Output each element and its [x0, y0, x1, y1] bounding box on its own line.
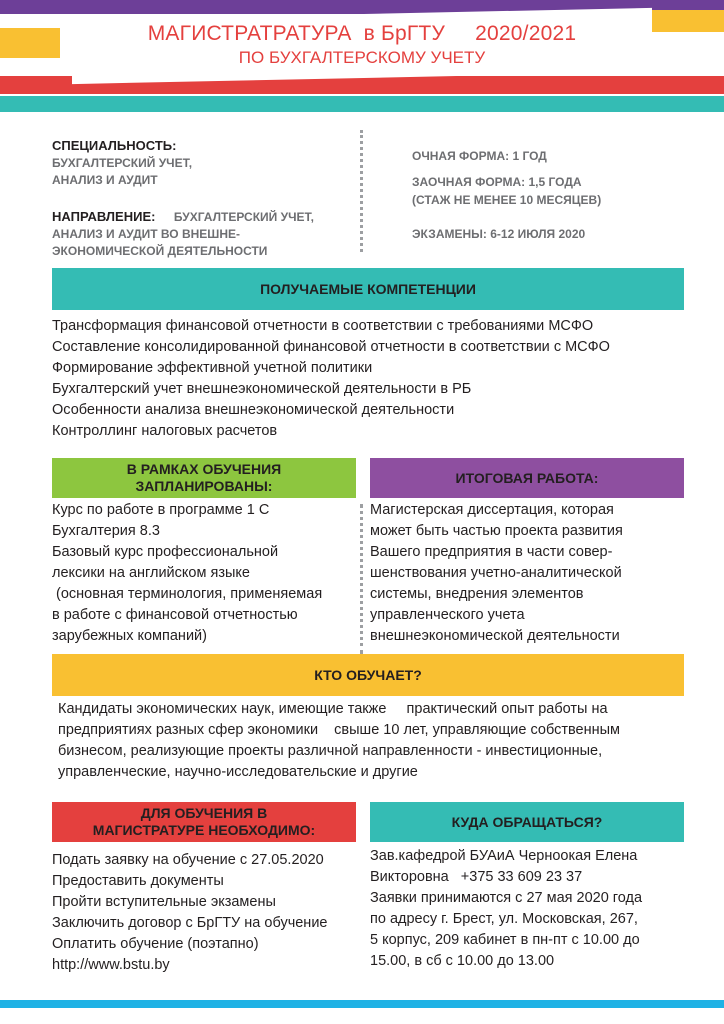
planned-line: (основная терминология, применяемая [52, 586, 323, 602]
direction-line: АНАЛИЗ И АУДИТ ВО ВНЕШНЕ- [52, 227, 240, 241]
direction-first: БУХГАЛТЕРСКИЙ УЧЕТ, [173, 210, 314, 224]
final-work-line: системы, внедрения элементов [370, 586, 584, 602]
teachers-line: Кандидаты экономических наук, имеющие также практический опыт работы на [58, 701, 608, 717]
contacts-heading [370, 802, 684, 842]
competences-heading-text: ПОЛУЧАЕМЫЕ КОМПЕТЕНЦИИ [260, 280, 476, 297]
competence-item: Бухгалтерский учет внешнеэкономической деятельности в РБ [52, 381, 472, 397]
direction-block [52, 208, 352, 260]
requirement-line: Предоставить документы [52, 873, 224, 889]
contact-phone: Викторовна +375 33 609 23 37 [370, 869, 583, 885]
teachers-line: бизнесом, реализующие проекты различной направленности - инвестиционные, [58, 743, 603, 759]
requirement-line: Пройти вступительные экзамены [52, 894, 276, 910]
requirements-heading-line: ДЛЯ ОБУЧЕНИЯ В [140, 805, 268, 821]
final-work-heading [370, 458, 684, 498]
teachers-heading [52, 654, 684, 696]
requirement-line: Заключить договор с БрГТУ на обучение [52, 915, 328, 931]
competence-item: Формирование эффективной учетной политики [52, 360, 373, 376]
competence-item: Контроллинг налоговых расчетов [52, 423, 278, 439]
planned-line: Курс по работе в программе 1 С [52, 502, 270, 518]
teachers-line: управленческие, научно-исследовательские и другие [58, 764, 418, 780]
contact-line: по адресу г. Брест, ул. Московская, 267, [370, 911, 638, 927]
final-work-line: внешнеэкономической деятельности [370, 628, 620, 644]
final-work-list [370, 500, 684, 647]
final-work-line: шенствования учетно-аналитической [370, 565, 622, 581]
contact-line: Заявки принимаются с 27 мая 2020 года [370, 890, 643, 906]
info-divider [360, 130, 363, 252]
part-time-info: ЗАОЧНАЯ ФОРМА: 1,5 ГОДА [412, 175, 582, 189]
final-work-line: Магистерская диссертация, которая [370, 502, 614, 518]
page-title: МАГИСТРАТРАТУРА в БрГТУ 2020/2021 [147, 22, 577, 45]
competences-list [52, 316, 692, 442]
page-subtitle: ПО БУХГАЛТЕРСКОМУ УЧЕТУ [238, 48, 486, 67]
contacts-heading-text: КУДА ОБРАЩАТЬСЯ? [451, 813, 603, 830]
requirement-line: Подать заявку на обучение с 27.05.2020 [52, 852, 324, 868]
competence-item: Особенности анализа внешнеэкономической деятельности [52, 402, 455, 418]
final-work-line: управленческого учета [370, 607, 525, 623]
contacts-list [370, 846, 690, 972]
final-work-line: может быть частью проекта развития [370, 523, 623, 539]
footer-stripe [0, 1000, 724, 1008]
final-work-line: Вашего предприятия в части совер- [370, 544, 613, 560]
contact-line: Зав.кафедрой БУАиА Черноокая Елена [370, 848, 638, 864]
planned-line: лексики на английском языке [52, 565, 250, 581]
planned-heading [52, 458, 356, 498]
specialty-line: БУХГАЛТЕРСКИЙ УЧЕТ, [52, 156, 193, 170]
direction-line: ЭКОНОМИЧЕСКОЙ ДЕЯТЕЛЬНОСТИ [52, 244, 268, 258]
planned-line: зарубежных компаний) [52, 628, 207, 644]
competences-heading [52, 268, 684, 310]
competence-item: Трансформация финансовой отчетности в соответствии с требованиями МСФО [52, 318, 594, 334]
teachers-line: предприятиях разных сфер экономики свыше 10 лет, управляющие собственным [58, 722, 621, 738]
specialty-label: СПЕЦИАЛЬНОСТЬ: [52, 138, 177, 153]
part-time-info-note: (СТАЖ НЕ МЕНЕЕ 10 МЕСЯЦЕВ) [412, 193, 602, 207]
teachers-text [58, 699, 698, 783]
planned-list [52, 500, 356, 647]
requirements-list [52, 850, 356, 976]
website-link[interactable]: http://www.bstu.by [52, 957, 170, 973]
exams-info: ЭКЗАМЕНЫ: 6-12 ИЮЛЯ 2020 [412, 227, 586, 241]
planned-line: Базовый курс профессиональной [52, 544, 279, 560]
specialty-line: АНАЛИЗ И АУДИТ [52, 173, 158, 187]
middle-divider [360, 504, 363, 654]
header-stripe-teal [0, 96, 724, 112]
contact-line: 15.00, в сб с 10.00 до 13.00 [370, 953, 555, 969]
requirements-heading-line: МАГИСТРАТУРЕ НЕОБХОДИМО: [92, 822, 316, 838]
header-stripe-yellow-left [0, 28, 60, 58]
requirement-line: Оплатить обучение (поэтапно) [52, 936, 259, 952]
teachers-heading-text: КТО ОБУЧАЕТ? [314, 666, 422, 683]
planned-line: Бухгалтерия 8.3 [52, 523, 160, 539]
full-time-info: ОЧНАЯ ФОРМА: 1 ГОД [412, 149, 547, 163]
contact-line: 5 корпус, 209 кабинет в пн-пт с 10.00 до [370, 932, 640, 948]
planned-line: в работе с финансовой отчетностью [52, 607, 298, 623]
direction-label: НАПРАВЛЕНИЕ: [52, 209, 156, 224]
requirements-heading [52, 802, 356, 842]
specialty-block [52, 138, 352, 189]
competence-item: Составление консолидированной финансовой отчетности в соответствии с МСФО [52, 339, 610, 355]
final-work-heading-text: ИТОГОВАЯ РАБОТА: [455, 469, 599, 486]
planned-heading-line: В РАМКАХ ОБУЧЕНИЯ [126, 461, 282, 477]
planned-heading-line: ЗАПЛАНИРОВАНЫ: [135, 478, 273, 494]
